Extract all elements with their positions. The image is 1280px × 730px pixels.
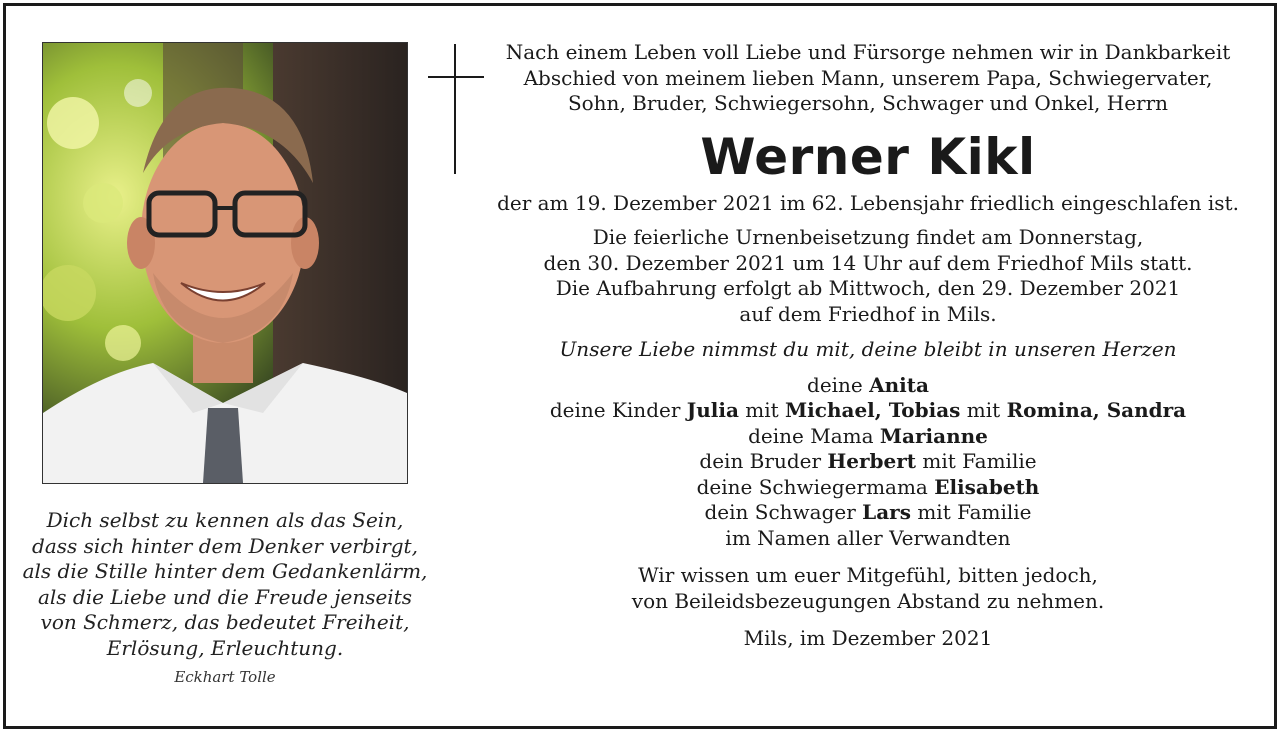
quote-line: Dich selbst zu kennen als das Sein, — [46, 508, 404, 532]
motto-line: Unsere Liebe nimmst du mit, deine bleibt in unseren Herzen — [559, 337, 1177, 361]
quote-line: als die Liebe und die Freude jenseits — [37, 584, 413, 609]
mourner-line: deine Kinder Julia mit Michael, Tobias mit Romina, Sandra — [549, 398, 1187, 422]
poem-quote — [10, 508, 440, 661]
request-line: Wir wissen um euer Mitgefühl, bitten jedoch, — [638, 563, 1098, 587]
mourner-line: deine Schwiegermama Elisabeth — [696, 474, 1040, 499]
ceremony-line: den 30. Dezember 2021 um 14 Uhr auf dem Friedhof Mils statt. — [543, 250, 1193, 275]
ceremony-line: Die Aufbahrung erfolgt ab Mittwoch, den 29. Dezember 2021 — [555, 276, 1181, 300]
mourner-line: im Namen aller Verwandten — [725, 525, 1011, 550]
deceased-name: Werner Kikl — [700, 127, 1036, 186]
mourner-line: dein Schwager Lars mit Familie — [704, 500, 1032, 524]
place-date: Mils, im Dezember 2021 — [743, 626, 993, 650]
ceremony-line: Die feierliche Urnenbeisetzung findet am Donnerstag, — [592, 225, 1144, 249]
ceremony-line: auf dem Friedhof in Mils. — [739, 301, 997, 326]
intro-line: Sohn, Bruder, Schwiegersohn, Schwager und Onkel, Herrn — [567, 91, 1169, 115]
portrait-photo — [42, 42, 408, 484]
intro-line: Nach einem Leben voll Liebe und Fürsorge nehmen wir in Dankbarkeit — [505, 40, 1231, 64]
quote-line: von Schmerz, das bedeutet Freiheit, — [40, 610, 410, 634]
obituary-text — [490, 40, 1246, 652]
quote-line: Erlösung, Erleuchtung. — [106, 635, 344, 660]
cross-icon — [428, 44, 484, 174]
intro-line: Abschied von meinem lieben Mann, unserem Papa, Schwiegervater, — [523, 65, 1213, 90]
mourner-line: dein Bruder Herbert mit Familie — [699, 449, 1037, 473]
quote-author: Eckhart Tolle — [174, 668, 276, 686]
mourner-line: deine Anita — [807, 372, 929, 397]
death-line: der am 19. Dezember 2021 im 62. Lebensjahr friedlich eingeschlafen ist. — [497, 190, 1239, 215]
quote-line: als die Stille hinter dem Gedankenlärm, — [22, 559, 428, 583]
mourner-line: deine Mama Marianne — [748, 423, 988, 448]
quote-line: dass sich hinter dem Denker verbirgt, — [32, 533, 418, 558]
request-line: von Beileidsbezeugungen Abstand zu nehmen. — [631, 588, 1105, 613]
